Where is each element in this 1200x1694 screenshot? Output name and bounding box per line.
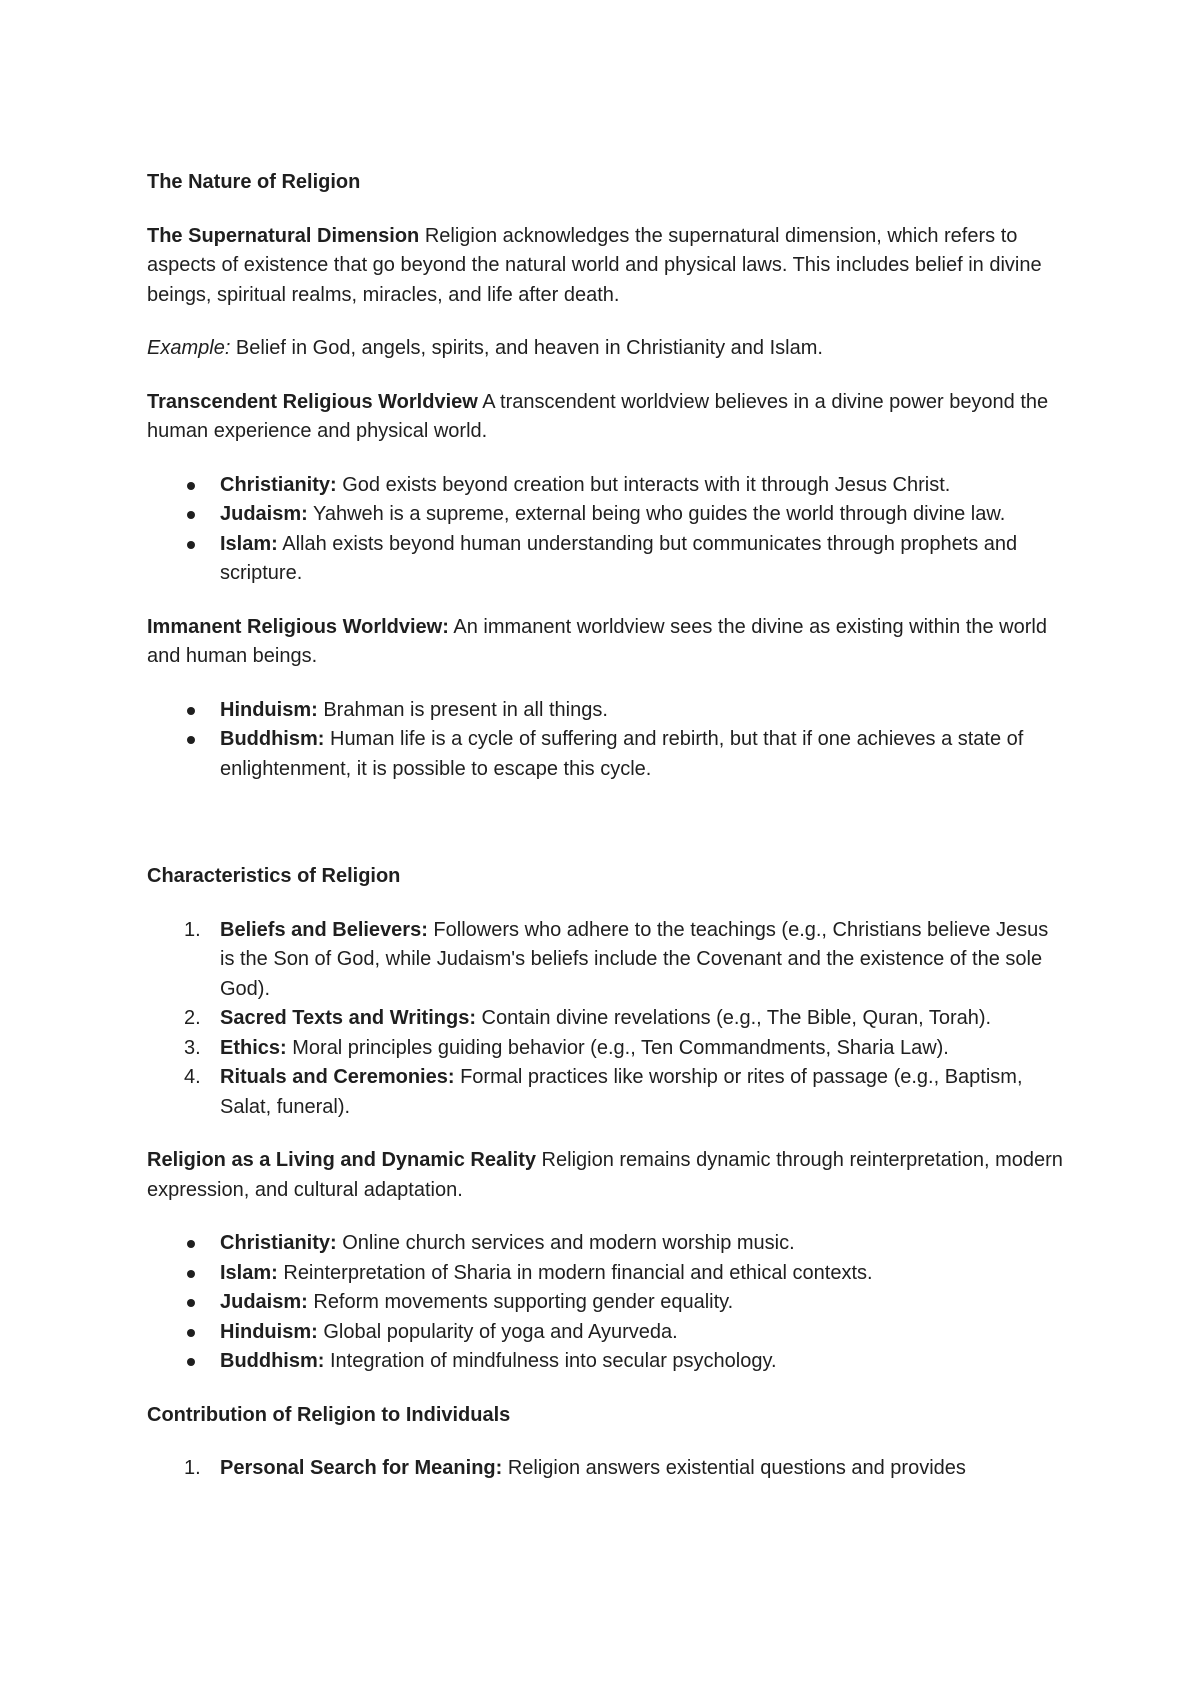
list-item-label: Ethics: [220, 1036, 287, 1059]
bullet-icon [187, 736, 195, 744]
characteristics-list [147, 916, 1067, 1123]
list-item-label: Judaism: [220, 1291, 308, 1313]
term-dynamic: Religion as a Living and Dynamic Reality [147, 1149, 536, 1171]
dynamic-list [147, 1229, 1067, 1377]
list-item-label: Sacred Texts and Writings: [220, 1007, 476, 1029]
list-item-text: Contain divine revelations (e.g., The Bible, Quran, Torah). [476, 1007, 992, 1029]
text-supernatural: Religion acknowledges the supernatural dimension, which refers to aspects of existence that go beyond the natural world and physical laws. This includes belief in divine beings, spiritual realms, miracles, and life after death. [147, 224, 1042, 306]
bullet-icon [187, 1270, 195, 1278]
text-example: Belief in God, angels, spirits, and heaven in Christianity and Islam. [230, 337, 823, 359]
text-transcendent: A transcendent worldview believes in a divine power beyond the human experience and physical world. [147, 390, 1049, 442]
list-item [147, 1004, 1067, 1034]
list-item-text: Reform movements supporting gender equality. [307, 1291, 734, 1313]
list-item [147, 471, 1067, 501]
paragraph-transcendent [147, 388, 1067, 447]
paragraph-supernatural [147, 222, 1067, 311]
list-item-text: Yahweh is a supreme, external being who guides the world through divine law. [307, 503, 1006, 525]
immanent-list [147, 696, 1067, 785]
list-item [147, 500, 1067, 530]
section-title-contribution: Contribution of Religion to Individuals [147, 1403, 511, 1426]
list-item-label: Hinduism: [220, 1320, 318, 1343]
bullet-icon [187, 482, 195, 490]
list-item-label: Islam: [220, 532, 278, 555]
list-item-text: Religion answers existential questions and provides [502, 1457, 966, 1479]
list-item [147, 725, 1067, 784]
list-item-text: Human life is a cycle of suffering and rebirth, but that if one achieves a state of enlightenment, it is possible to escape this cycle. [220, 728, 1024, 780]
list-item-text: Reinterpretation of Sharia in modern financial and ethical contexts. [277, 1261, 873, 1284]
list-item-label: Christianity: [220, 473, 337, 496]
list-item-text: Online church services and modern worship music. [336, 1232, 795, 1254]
bullet-icon [187, 511, 195, 519]
section-title-nature: The Nature of Religion [147, 171, 361, 193]
paragraph-immanent [147, 613, 1067, 672]
list-item [147, 916, 1067, 1005]
list-item [147, 1347, 1067, 1377]
list-number: 1. [184, 918, 201, 941]
document-page [147, 168, 1067, 1484]
list-item-label: Christianity: [220, 1232, 337, 1254]
term-transcendent: Transcendent Religious Worldview [147, 390, 478, 413]
list-item-label: Personal Search for Meaning: [220, 1457, 503, 1479]
list-item [147, 1454, 1067, 1484]
paragraph-dynamic [147, 1146, 1067, 1205]
text-dynamic: Religion remains dynamic through reinterpretation, modern expression, and cultural adaptation. [147, 1149, 1063, 1201]
list-item-text: Formal practices like worship or rites of passage (e.g., Baptism, Salat, funeral). [220, 1066, 1023, 1118]
list-item-text: Brahman is present in all things. [317, 698, 608, 721]
term-immanent: Immanent Religious Worldview: [147, 615, 449, 638]
list-item [147, 1318, 1067, 1348]
text-immanent: An immanent worldview sees the divine as existing within the world and human beings. [147, 615, 1047, 667]
list-item-text: God exists beyond creation but interacts with it through Jesus Christ. [336, 473, 951, 496]
list-item-text: Followers who adhere to the teachings (e.g., Christians believe Jesus is the Son of God, while Judaism's beliefs include the Covenant and the existence of the sole God). [220, 918, 1049, 1000]
list-item-label: Islam: [220, 1261, 278, 1284]
term-supernatural: The Supernatural Dimension [147, 224, 420, 247]
list-item [147, 530, 1067, 589]
term-example: Example: [147, 337, 231, 359]
list-item-label: Buddhism: [220, 728, 325, 750]
list-item-text: Allah exists beyond human understanding but communicates through prophets and scripture. [220, 532, 1018, 584]
bullet-icon [187, 1329, 195, 1337]
list-item-text: Global popularity of yoga and Ayurveda. [317, 1320, 678, 1343]
list-item-label: Judaism: [220, 503, 308, 525]
list-item-text: Integration of mindfulness into secular psychology. [324, 1350, 777, 1372]
bullet-icon [187, 1358, 195, 1366]
transcendent-list [147, 471, 1067, 589]
section-title-characteristics: Characteristics of Religion [147, 865, 401, 887]
bullet-icon [187, 1240, 195, 1248]
list-number: 1. [184, 1457, 201, 1479]
list-number: 3. [184, 1036, 201, 1059]
list-item [147, 696, 1067, 726]
bullet-icon [187, 541, 195, 549]
bullet-icon [187, 707, 195, 715]
list-item [147, 1063, 1067, 1122]
list-number: 4. [184, 1066, 201, 1088]
list-number: 2. [184, 1007, 201, 1029]
list-item [147, 1034, 1067, 1064]
list-item-label: Rituals and Ceremonies: [220, 1066, 455, 1088]
list-item-text: Moral principles guiding behavior (e.g., Ten Commandments, Sharia Law). [286, 1036, 949, 1059]
list-item-label: Beliefs and Believers: [220, 918, 428, 941]
list-item-label: Buddhism: [220, 1350, 325, 1372]
bullet-icon [187, 1299, 195, 1307]
list-item [147, 1259, 1067, 1289]
paragraph-example [147, 334, 1067, 364]
list-item [147, 1288, 1067, 1318]
list-item-label: Hinduism: [220, 698, 318, 721]
contribution-list [147, 1454, 1067, 1484]
list-item [147, 1229, 1067, 1259]
